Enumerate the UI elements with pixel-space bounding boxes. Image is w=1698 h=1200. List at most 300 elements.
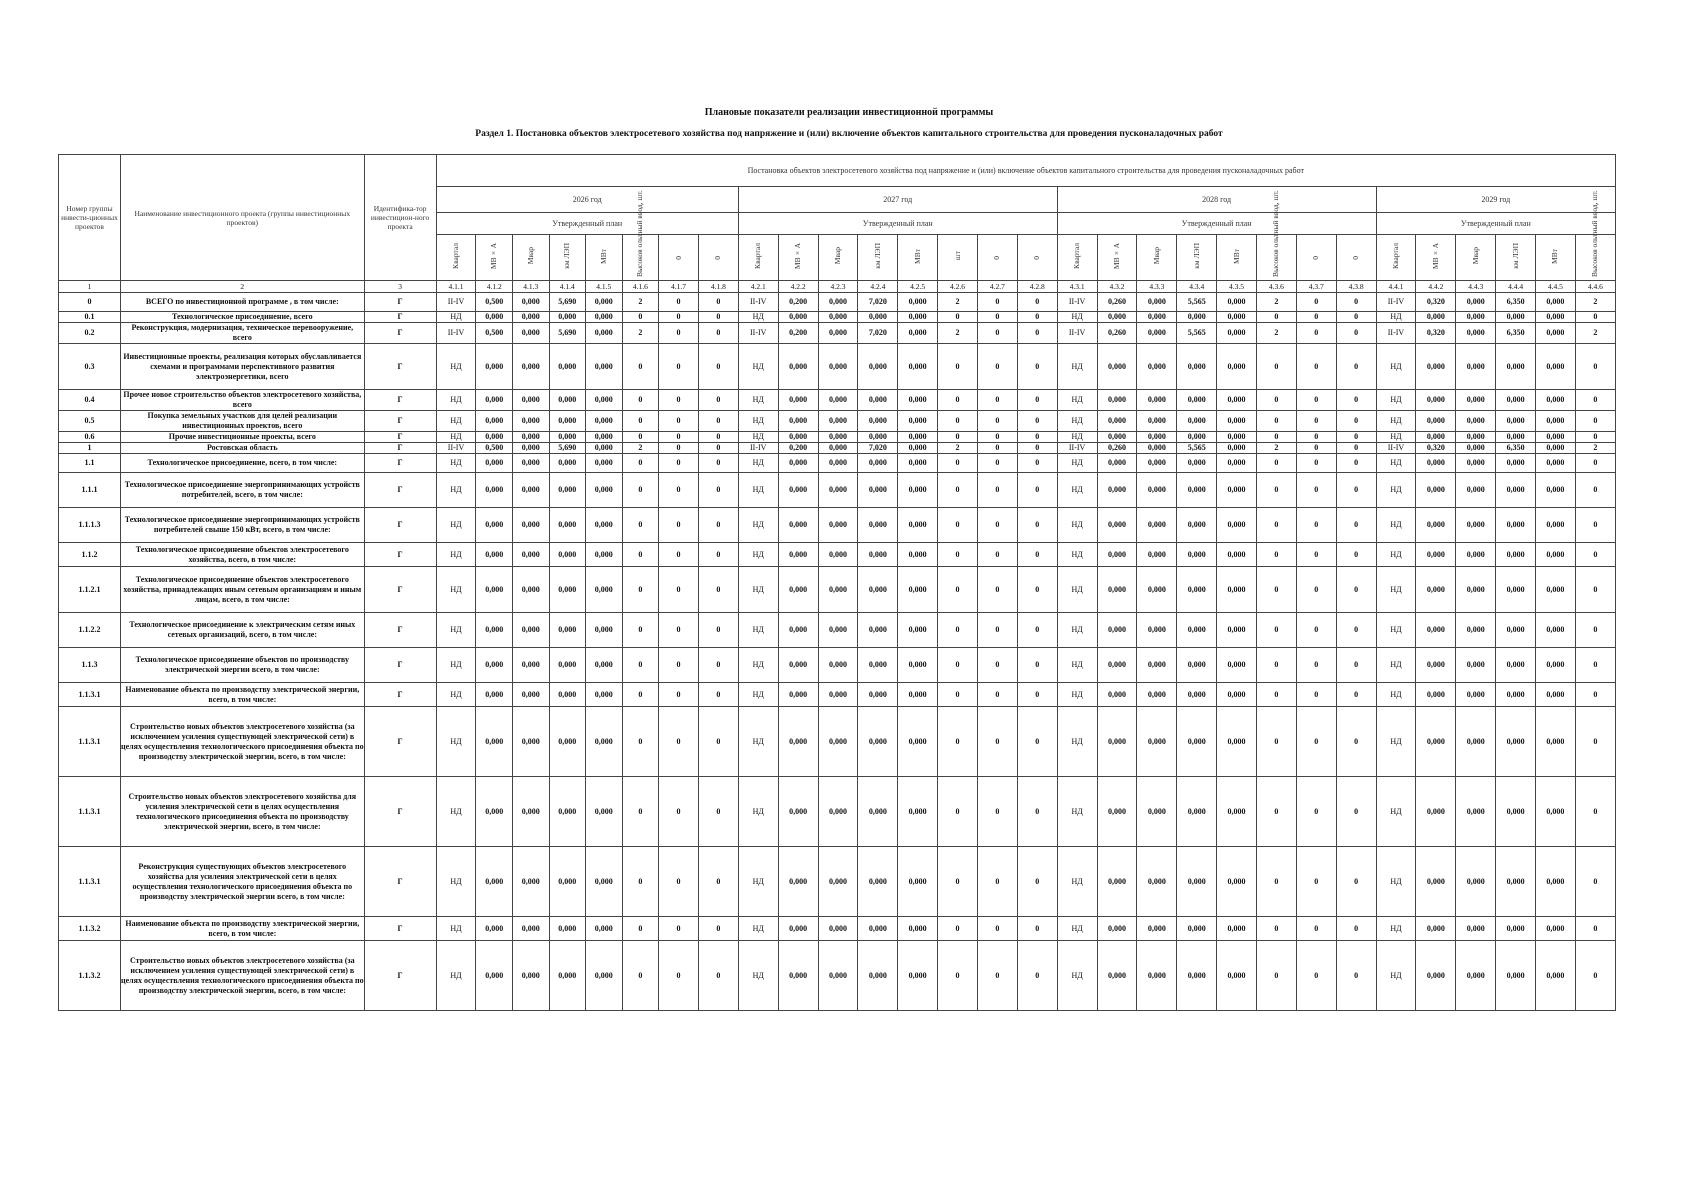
unit-header [1456, 235, 1496, 281]
row-number: 1.1.1.3 [59, 508, 121, 543]
row-number: 1.1 [59, 454, 121, 473]
value-cell: 0,000 [818, 323, 858, 344]
value-cell: 0 [698, 508, 738, 543]
value-cell: 0 [659, 543, 699, 567]
value-cell: 0 [622, 473, 659, 508]
value-cell: 0,000 [1217, 508, 1257, 543]
value-cell: 0,000 [586, 683, 623, 707]
row-number: 1.1.1 [59, 473, 121, 508]
quarter-cell: НД [1376, 543, 1416, 567]
value-cell: 0 [1575, 344, 1615, 390]
value-cell: 0,000 [818, 293, 858, 312]
value-cell: 0,000 [858, 344, 898, 390]
quarter-cell: НД [738, 473, 778, 508]
value-cell: 0,000 [1217, 473, 1257, 508]
row-identifier: Г [364, 613, 436, 648]
value-cell: 0,000 [586, 411, 623, 432]
value-cell: 0,000 [476, 567, 513, 613]
value-cell: 0 [1017, 508, 1057, 543]
value-cell: 0,000 [1496, 508, 1536, 543]
quarter-cell: НД [1376, 312, 1416, 323]
quarter-cell: НД [436, 454, 476, 473]
row-identifier: Г [364, 847, 436, 917]
quarter-cell: II-IV [1376, 443, 1416, 454]
value-cell: 0 [622, 454, 659, 473]
value-cell: 0,000 [1177, 390, 1217, 411]
value-cell: 0 [622, 777, 659, 847]
value-cell: 0,000 [858, 847, 898, 917]
value-cell: 0,000 [586, 508, 623, 543]
value-cell: 0 [938, 777, 978, 847]
quarter-cell: НД [738, 411, 778, 432]
value-cell: 0 [977, 777, 1017, 847]
table-row [59, 293, 1616, 312]
year-header: 2028 год [1057, 187, 1376, 213]
value-cell: 0,000 [1137, 567, 1177, 613]
value-cell: 0,000 [818, 648, 858, 683]
value-cell: 0,000 [1456, 508, 1496, 543]
unit-header [818, 235, 858, 281]
row-name: Наименование объекта по производству электрической энергии, всего, в том числе: [121, 683, 365, 707]
value-cell: 0,200 [778, 443, 818, 454]
value-cell: 0,000 [818, 508, 858, 543]
value-cell: 0 [1296, 432, 1336, 443]
value-cell: 5,565 [1177, 293, 1217, 312]
value-cell: 0 [1296, 344, 1336, 390]
index-cell: 4.1.2 [476, 281, 513, 293]
table-row [59, 683, 1616, 707]
value-cell: 0 [1017, 777, 1057, 847]
unit-label: МВ×А [1430, 242, 1440, 270]
value-cell: 0,000 [1456, 454, 1496, 473]
value-cell: 0,000 [1416, 917, 1456, 941]
quarter-cell: НД [1376, 648, 1416, 683]
value-cell: 0,000 [1416, 648, 1456, 683]
value-cell: 0,000 [1536, 508, 1576, 543]
value-cell: 0 [938, 411, 978, 432]
row-name: Технологическое присоединение объектов по производству электрической энергии всего, в том числе: [121, 648, 365, 683]
value-cell: 0,000 [476, 683, 513, 707]
value-cell: 0,000 [1536, 432, 1576, 443]
value-cell: 0 [977, 411, 1017, 432]
value-cell: 0,000 [512, 390, 549, 411]
value-cell: 0,000 [1456, 312, 1496, 323]
value-cell: 0,000 [1177, 473, 1217, 508]
value-cell: 0,000 [1456, 941, 1496, 1011]
value-cell: 0,000 [818, 917, 858, 941]
value-cell: 0,000 [778, 473, 818, 508]
unit-label: Квартал [1390, 243, 1400, 269]
index-cell: 4.2.4 [858, 281, 898, 293]
value-cell: 0,000 [512, 454, 549, 473]
quarter-cell: НД [1057, 344, 1097, 390]
value-cell: 0,000 [778, 543, 818, 567]
value-cell: 0 [659, 648, 699, 683]
value-cell: 0 [938, 543, 978, 567]
row-identifier: Г [364, 648, 436, 683]
value-cell: 0 [698, 344, 738, 390]
value-cell: 0,000 [549, 917, 586, 941]
value-cell: 0 [1017, 613, 1057, 648]
col-header-id: Идентифика-тор инвестицион-ного проекта [364, 155, 436, 281]
value-cell: 2 [1575, 443, 1615, 454]
value-cell: 0,320 [1416, 293, 1456, 312]
value-cell: 0,000 [1456, 293, 1496, 312]
value-cell: 0,000 [818, 941, 858, 1011]
year-header: 2026 год [436, 187, 738, 213]
value-cell: 0 [698, 917, 738, 941]
value-cell: 0,000 [586, 707, 623, 777]
value-cell: 0,000 [1177, 707, 1217, 777]
value-cell: 0,000 [1137, 454, 1177, 473]
quarter-cell: НД [436, 543, 476, 567]
value-cell: 0 [977, 344, 1017, 390]
quarter-cell: НД [1376, 847, 1416, 917]
value-cell: 0,000 [1496, 390, 1536, 411]
value-cell: 0,000 [1536, 683, 1576, 707]
value-cell: 0 [659, 707, 699, 777]
value-cell: 0,000 [1536, 443, 1576, 454]
value-cell: 0,000 [818, 683, 858, 707]
index-cell: 4.1.4 [549, 281, 586, 293]
value-cell: 0 [977, 613, 1017, 648]
section-title: Раздел 1. Постановка объектов электросетевого хозяйства под напряжение и (или) включение объектов капитального строительства для проведения пусконаладочных работ [475, 129, 1223, 139]
investment-table [58, 154, 1616, 1011]
quarter-cell: НД [1376, 707, 1416, 777]
value-cell: 0,000 [1137, 411, 1177, 432]
value-cell: 0,000 [1097, 411, 1137, 432]
row-name: Прочие инвестиционные проекты, всего [121, 432, 365, 443]
value-cell: 0,000 [1217, 847, 1257, 917]
value-cell: 0,000 [1416, 454, 1456, 473]
value-cell: 0,000 [1217, 613, 1257, 648]
value-cell: 0,000 [778, 777, 818, 847]
value-cell: 0 [659, 613, 699, 648]
quarter-cell: II-IV [436, 323, 476, 344]
index-cell: 4.2.6 [938, 281, 978, 293]
value-cell: 0,000 [1217, 707, 1257, 777]
row-name: ВСЕГО по инвестиционной программе , в том числе: [121, 293, 365, 312]
quarter-cell: НД [1376, 344, 1416, 390]
value-cell: 0 [1336, 683, 1376, 707]
index-cell: 4.3.4 [1177, 281, 1217, 293]
value-cell: 0,000 [778, 432, 818, 443]
value-cell: 0 [1296, 411, 1336, 432]
value-cell: 0 [977, 847, 1017, 917]
section-header: Постановка объектов электросетевого хозяйства под напряжение и (или) включение объектов капитального строительства для проведения пусконаладочных работ [436, 155, 1615, 187]
quarter-cell: НД [738, 508, 778, 543]
value-cell: 0,000 [476, 432, 513, 443]
value-cell: 0 [659, 777, 699, 847]
unit-label: 0 [713, 255, 723, 260]
quarter-cell: НД [738, 917, 778, 941]
row-number: 0.2 [59, 323, 121, 344]
unit-label: Мвар [832, 247, 842, 265]
quarter-cell: НД [738, 941, 778, 1011]
value-cell: 0 [1296, 917, 1336, 941]
value-cell: 0 [1336, 567, 1376, 613]
row-name: Ростовская область [121, 443, 365, 454]
value-cell: 0 [1017, 411, 1057, 432]
value-cell: 0 [938, 454, 978, 473]
quarter-cell: НД [436, 411, 476, 432]
value-cell: 0,000 [858, 567, 898, 613]
value-cell: 0,000 [1416, 941, 1456, 1011]
value-cell: 0,000 [818, 777, 858, 847]
row-identifier: Г [364, 508, 436, 543]
unit-header [1536, 235, 1576, 281]
index-cell: 4.3.5 [1217, 281, 1257, 293]
value-cell: 0,000 [1416, 508, 1456, 543]
unit-label: 0 [992, 255, 1002, 260]
value-cell: 0 [977, 707, 1017, 777]
value-cell: 7,020 [858, 293, 898, 312]
value-cell: 0,000 [549, 411, 586, 432]
row-identifier: Г [364, 390, 436, 411]
unit-header [977, 235, 1017, 281]
value-cell: 0 [1336, 293, 1376, 312]
value-cell: 0 [1256, 917, 1296, 941]
value-cell: 0,000 [1177, 613, 1217, 648]
value-cell: 0,000 [512, 323, 549, 344]
value-cell: 0,000 [818, 567, 858, 613]
value-cell: 0,000 [898, 917, 938, 941]
value-cell: 0,000 [898, 508, 938, 543]
value-cell: 0,000 [818, 443, 858, 454]
value-cell: 0 [1256, 432, 1296, 443]
value-cell: 0,000 [512, 344, 549, 390]
unit-label: Высоков ольтный ввод, шт. [635, 190, 645, 277]
value-cell: 0,000 [778, 941, 818, 1011]
value-cell: 0 [1336, 648, 1376, 683]
value-cell: 2 [1575, 323, 1615, 344]
table-row [59, 443, 1616, 454]
value-cell: 0,000 [1177, 344, 1217, 390]
quarter-cell: НД [1376, 432, 1416, 443]
value-cell: 5,690 [549, 293, 586, 312]
value-cell: 0,000 [586, 312, 623, 323]
value-cell: 0 [698, 390, 738, 411]
value-cell: 0,000 [476, 543, 513, 567]
value-cell: 0 [1256, 648, 1296, 683]
value-cell: 0 [1575, 508, 1615, 543]
value-cell: 0 [1336, 847, 1376, 917]
value-cell: 0 [698, 707, 738, 777]
quarter-cell: НД [436, 707, 476, 777]
value-cell: 0 [938, 567, 978, 613]
value-cell: 0,000 [512, 473, 549, 508]
value-cell: 0 [1575, 411, 1615, 432]
unit-header [659, 235, 699, 281]
unit-header [549, 235, 586, 281]
value-cell: 0 [659, 390, 699, 411]
value-cell: 0,000 [898, 454, 938, 473]
row-number: 1.1.2.1 [59, 567, 121, 613]
quarter-cell: НД [738, 567, 778, 613]
index-cell: 4.3.2 [1097, 281, 1137, 293]
unit-label: Мвар [525, 247, 535, 265]
value-cell: 0,000 [1097, 707, 1137, 777]
value-cell: 0,000 [1496, 917, 1536, 941]
value-cell: 0,000 [1137, 473, 1177, 508]
value-cell: 2 [938, 323, 978, 344]
value-cell: 0,000 [549, 683, 586, 707]
row-identifier: Г [364, 543, 436, 567]
value-cell: 0 [622, 613, 659, 648]
value-cell: 0,000 [1496, 567, 1536, 613]
value-cell: 0,000 [512, 847, 549, 917]
value-cell: 0,000 [1217, 344, 1257, 390]
unit-header [1217, 235, 1257, 281]
index-cell: 4.3.3 [1137, 281, 1177, 293]
value-cell: 0 [1017, 473, 1057, 508]
value-cell: 0,000 [1137, 777, 1177, 847]
value-cell: 0 [622, 390, 659, 411]
unit-label: км ЛЭП [562, 243, 572, 269]
value-cell: 0 [1256, 344, 1296, 390]
unit-header [1017, 235, 1057, 281]
value-cell: 0 [622, 543, 659, 567]
value-cell: 0,000 [858, 777, 898, 847]
value-cell: 0,000 [1137, 344, 1177, 390]
value-cell: 0 [1336, 432, 1376, 443]
value-cell: 0 [1575, 707, 1615, 777]
value-cell: 0 [698, 941, 738, 1011]
quarter-cell: НД [1376, 917, 1416, 941]
value-cell: 0 [1575, 312, 1615, 323]
quarter-cell: НД [1376, 390, 1416, 411]
value-cell: 0 [1017, 567, 1057, 613]
value-cell: 0,000 [549, 613, 586, 648]
value-cell: 0,000 [512, 777, 549, 847]
quarter-cell: НД [1057, 567, 1097, 613]
row-name: Строительство новых объектов электросетевого хозяйства (за исключением усиления существующей электрической сети) в целях осуществления технологического присоединения объекта по производству электрической энергии, всего, в том числе: [121, 941, 365, 1011]
value-cell: 0,000 [898, 432, 938, 443]
value-cell: 0 [977, 683, 1017, 707]
value-cell: 0 [1017, 941, 1057, 1011]
quarter-cell: НД [1057, 613, 1097, 648]
value-cell: 0 [1017, 847, 1057, 917]
value-cell: 0 [622, 432, 659, 443]
unit-header [622, 190, 659, 281]
value-cell: 0 [938, 613, 978, 648]
value-cell: 0 [1256, 707, 1296, 777]
row-name: Технологическое присоединение к электрическим сетям иных сетевых организаций, всего, в том числе: [121, 613, 365, 648]
value-cell: 0 [1256, 454, 1296, 473]
value-cell: 6,350 [1496, 323, 1536, 344]
value-cell: 0,000 [1456, 443, 1496, 454]
value-cell: 0 [1017, 344, 1057, 390]
value-cell: 0,500 [476, 293, 513, 312]
quarter-cell: НД [436, 777, 476, 847]
value-cell: 0,500 [476, 323, 513, 344]
value-cell: 0,000 [1456, 567, 1496, 613]
row-name: Строительство новых объектов электросетевого хозяйства (за исключением усиления существующей электрической сети) в целях осуществления технологического присоединения объекта по производству электрической энергии, всего, в том числе: [121, 707, 365, 777]
quarter-cell: НД [1057, 648, 1097, 683]
value-cell: 0,000 [586, 323, 623, 344]
table-row [59, 432, 1616, 443]
value-cell: 0 [698, 473, 738, 508]
value-cell: 0,000 [1496, 344, 1536, 390]
value-cell: 0,000 [898, 543, 938, 567]
value-cell: 0 [659, 567, 699, 613]
value-cell: 0 [659, 847, 699, 917]
table-row [59, 648, 1616, 683]
value-cell: 0 [1296, 312, 1336, 323]
row-number: 1.1.3 [59, 648, 121, 683]
unit-label: МВт [912, 248, 922, 264]
row-number: 1 [59, 443, 121, 454]
quarter-cell: НД [738, 707, 778, 777]
value-cell: 0,000 [1496, 411, 1536, 432]
index-cell: 4.1.3 [512, 281, 549, 293]
value-cell: 2 [622, 443, 659, 454]
value-cell: 0,000 [1217, 454, 1257, 473]
value-cell: 0,000 [1536, 344, 1576, 390]
value-cell: 0,000 [549, 707, 586, 777]
value-cell: 0,000 [1536, 323, 1576, 344]
value-cell: 0 [698, 567, 738, 613]
value-cell: 0 [698, 323, 738, 344]
value-cell: 0,000 [858, 683, 898, 707]
quarter-cell: НД [1376, 411, 1416, 432]
value-cell: 0 [622, 508, 659, 543]
index-cell: 4.1.1 [436, 281, 476, 293]
value-cell: 0,000 [1177, 847, 1217, 917]
col-header-name: Наименование инвестиционного проекта (группы инвестиционных проектов) [121, 155, 365, 281]
value-cell: 0,000 [1137, 432, 1177, 443]
value-cell: 0,000 [1097, 390, 1137, 411]
quarter-cell: НД [436, 390, 476, 411]
value-cell: 0,000 [858, 707, 898, 777]
quarter-cell: II-IV [738, 293, 778, 312]
value-cell: 0 [1017, 323, 1057, 344]
value-cell: 0,200 [778, 293, 818, 312]
unit-label: 0 [673, 255, 683, 260]
unit-header [1296, 235, 1336, 281]
value-cell: 0,000 [1456, 432, 1496, 443]
unit-label: Высоков ольтный ввод, шт. [1271, 190, 1281, 277]
value-cell: 0 [622, 941, 659, 1011]
value-cell: 0,000 [1217, 683, 1257, 707]
value-cell: 0,200 [778, 323, 818, 344]
value-cell: 0 [1575, 847, 1615, 917]
value-cell: 0,000 [549, 432, 586, 443]
value-cell: 5,690 [549, 323, 586, 344]
row-name: Технологическое присоединение энергопринимающих устройств потребителей, всего, в том числе: [121, 473, 365, 508]
value-cell: 0,000 [512, 443, 549, 454]
value-cell: 0,000 [1416, 390, 1456, 411]
value-cell: 0 [1296, 567, 1336, 613]
unit-header [858, 235, 898, 281]
row-number: 1.1.3.1 [59, 847, 121, 917]
value-cell: 0,000 [1536, 941, 1576, 1011]
row-name: Технологическое присоединение объектов электросетевого хозяйства, принадлежащих иным сетевым организациям и иным лицам, всего, в том числе: [121, 567, 365, 613]
unit-label: МВт [598, 248, 608, 264]
index-cell: 4.2.8 [1017, 281, 1057, 293]
value-cell: 0,000 [778, 613, 818, 648]
row-name: Инвестиционные проекты, реализация которых обуславливается схемами и программами перспективного развития электроэнергетики, всего [121, 344, 365, 390]
value-cell: 0 [977, 508, 1017, 543]
value-cell: 0,000 [586, 847, 623, 917]
value-cell: 0,000 [1456, 543, 1496, 567]
plan-header: Утвержденный план [738, 213, 1057, 235]
value-cell: 0,000 [1097, 941, 1137, 1011]
value-cell: 0,000 [898, 323, 938, 344]
value-cell: 0,000 [586, 917, 623, 941]
value-cell: 0,000 [476, 344, 513, 390]
value-cell: 0,000 [1456, 777, 1496, 847]
